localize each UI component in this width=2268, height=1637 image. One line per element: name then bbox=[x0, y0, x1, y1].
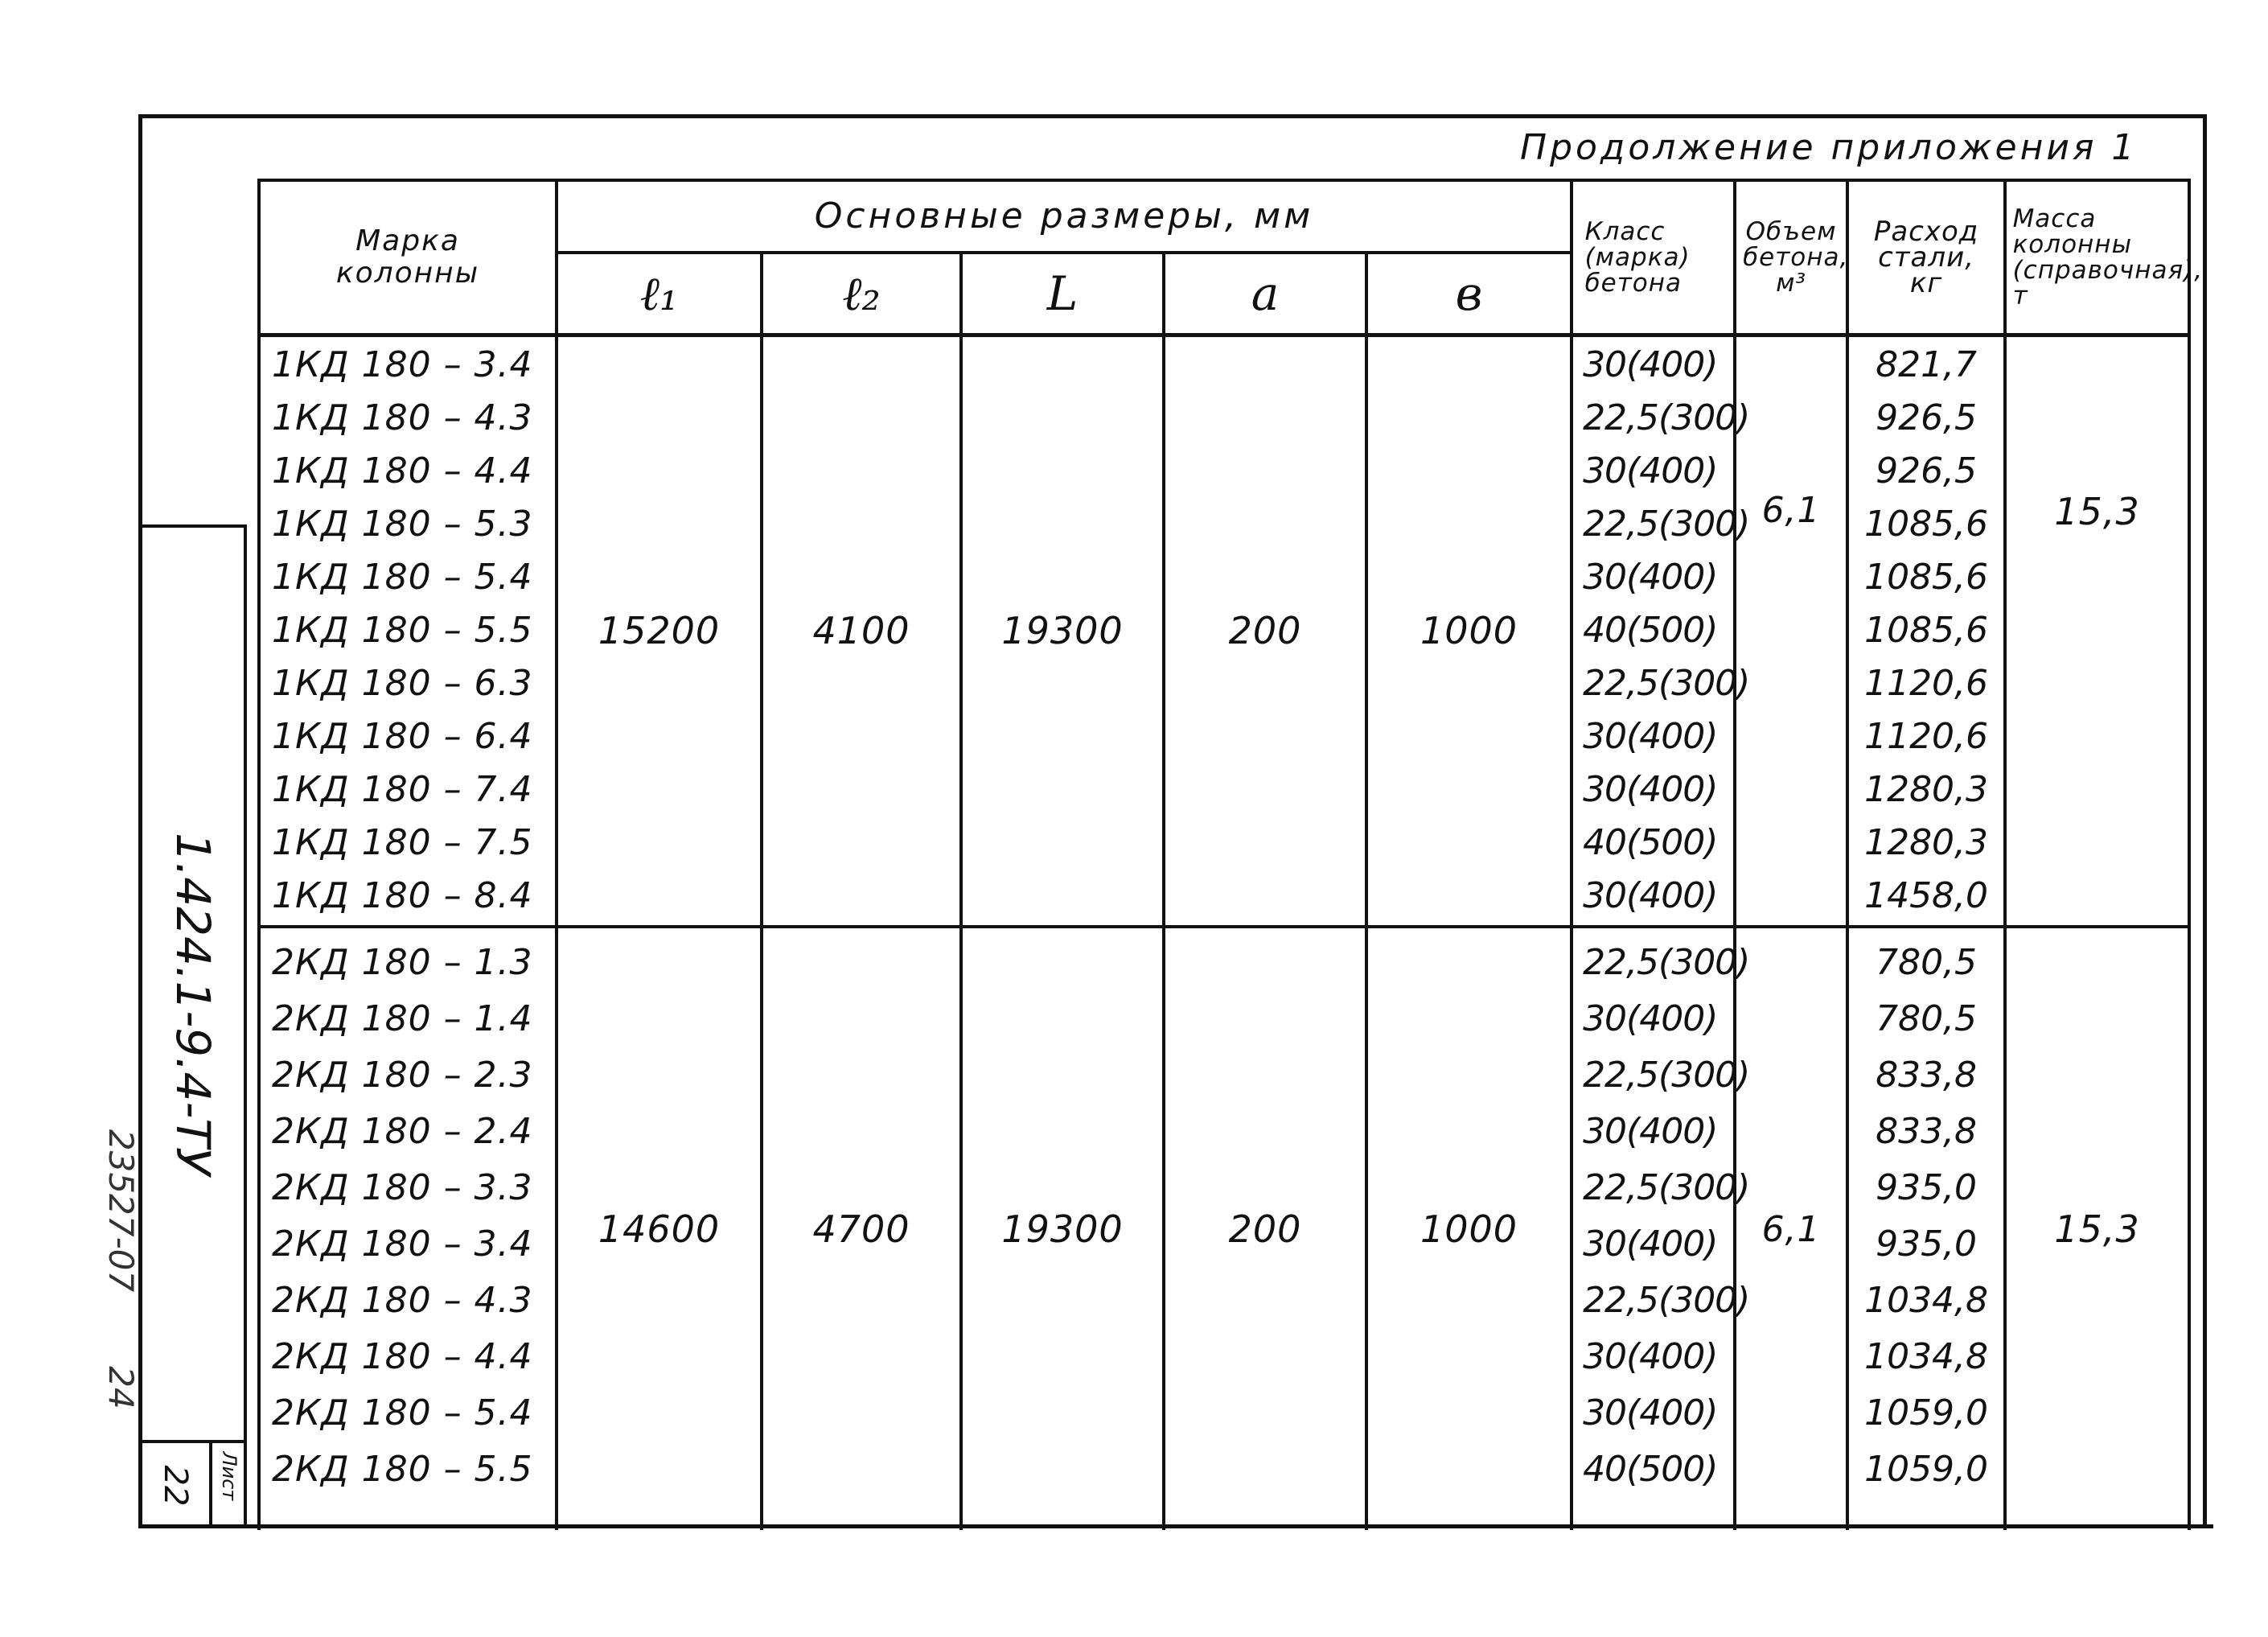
steel-value: 780,5 bbox=[1876, 942, 1978, 983]
header-mass: Масса колонны (справочная), т bbox=[2005, 180, 2189, 335]
column-mark: 2КД 180 – 2.3 bbox=[272, 1055, 533, 1096]
column-mark: 2КД 180 – 3.4 bbox=[272, 1224, 533, 1265]
group-1kd bbox=[259, 335, 2189, 927]
column-mark: 1КД 180 – 4.3 bbox=[272, 397, 533, 439]
group1-classes bbox=[1572, 335, 1750, 927]
steel-value: 821,7 bbox=[1876, 344, 1978, 386]
concrete-class: 22,5(300) bbox=[1583, 1280, 1750, 1321]
steel-value: 1458,0 bbox=[1864, 875, 1989, 917]
group2-mass: 15,3 bbox=[2005, 927, 2189, 1530]
steel-value: 1085,6 bbox=[1864, 504, 1989, 545]
header-mark: Марка колонны bbox=[259, 180, 557, 335]
group-2kd bbox=[259, 927, 2189, 1530]
continuation-header: Продолжение приложения 1 bbox=[1520, 127, 2138, 168]
steel-value: 1034,8 bbox=[1864, 1336, 1989, 1377]
concrete-class: 30(400) bbox=[1583, 1392, 1718, 1433]
column-mark: 2КД 180 – 2.4 bbox=[272, 1111, 533, 1152]
header-L: L bbox=[961, 253, 1164, 335]
column-mark: 2КД 180 – 3.3 bbox=[272, 1167, 533, 1208]
group2-steel bbox=[1847, 927, 2005, 1530]
column-mark: 1КД 180 – 3.4 bbox=[272, 344, 533, 386]
concrete-class: 22,5(300) bbox=[1583, 1055, 1750, 1096]
concrete-class: 30(400) bbox=[1583, 344, 1718, 386]
columns-table bbox=[257, 179, 2204, 1530]
concrete-class: 22,5(300) bbox=[1583, 663, 1750, 705]
group2-L: 19300 bbox=[961, 927, 1164, 1530]
column-mark: 1КД 180 – 5.4 bbox=[272, 557, 533, 598]
header-steel: Расход стали, кг bbox=[1847, 180, 2005, 335]
concrete-class: 30(400) bbox=[1583, 998, 1718, 1039]
steel-value: 780,5 bbox=[1876, 998, 1978, 1039]
group2-marks bbox=[259, 927, 557, 1530]
steel-value: 833,8 bbox=[1876, 1111, 1978, 1152]
concrete-class: 22,5(300) bbox=[1583, 942, 1750, 983]
column-mark: 1КД 180 – 6.3 bbox=[272, 663, 533, 705]
steel-value: 926,5 bbox=[1876, 397, 1978, 439]
steel-value: 1120,6 bbox=[1864, 663, 1989, 705]
concrete-class: 40(500) bbox=[1583, 610, 1718, 652]
concrete-class: 40(500) bbox=[1583, 822, 1718, 864]
steel-value: 926,5 bbox=[1876, 450, 1978, 492]
steel-value: 1280,3 bbox=[1864, 822, 1989, 864]
group1-l2: 4100 bbox=[762, 335, 961, 927]
concrete-class: 30(400) bbox=[1583, 875, 1718, 917]
column-mark: 1КД 180 – 6.4 bbox=[272, 716, 533, 758]
column-mark: 1КД 180 – 7.4 bbox=[272, 769, 533, 811]
concrete-class: 22,5(300) bbox=[1583, 1167, 1750, 1208]
header-concrete-volume: Объем бетона, м³ bbox=[1735, 180, 1847, 335]
document-code: 1.424.1-9.4-ТУ bbox=[166, 833, 220, 1176]
concrete-class: 22,5(300) bbox=[1583, 504, 1750, 545]
column-mark: 2КД 180 – 5.5 bbox=[272, 1449, 533, 1490]
group2-b: 1000 bbox=[1366, 927, 1572, 1530]
column-mark: 2КД 180 – 4.4 bbox=[272, 1336, 533, 1377]
concrete-class: 22,5(300) bbox=[1583, 397, 1750, 439]
steel-value: 1085,6 bbox=[1864, 557, 1989, 598]
concrete-class: 30(400) bbox=[1583, 450, 1718, 492]
concrete-class: 30(400) bbox=[1583, 1224, 1718, 1265]
group1-b: 1000 bbox=[1366, 335, 1572, 927]
steel-value: 833,8 bbox=[1876, 1055, 1978, 1096]
group1-marks bbox=[259, 335, 557, 927]
group2-l2: 4700 bbox=[762, 927, 961, 1530]
column-mark: 1КД 180 – 5.3 bbox=[272, 504, 533, 545]
group1-L: 19300 bbox=[961, 335, 1164, 927]
column-mark: 2КД 180 – 1.3 bbox=[272, 942, 533, 983]
steel-value: 1059,0 bbox=[1864, 1392, 1989, 1433]
group1-steel bbox=[1847, 335, 2005, 927]
column-mark: 1КД 180 – 8.4 bbox=[272, 875, 533, 917]
steel-value: 1120,6 bbox=[1864, 716, 1989, 758]
header-main-dimensions: Основные размеры, мм bbox=[557, 180, 1572, 253]
group2-classes bbox=[1572, 927, 1750, 1530]
steel-value: 1059,0 bbox=[1864, 1449, 1989, 1490]
concrete-class: 30(400) bbox=[1583, 1111, 1718, 1152]
group2-volume: 6,1 bbox=[1735, 927, 1847, 1530]
header-b: в bbox=[1366, 253, 1572, 335]
header-a: a bbox=[1164, 253, 1366, 335]
header-concrete-class: Класс (марка) бетона bbox=[1572, 180, 1735, 335]
column-mark: 2КД 180 – 1.4 bbox=[272, 998, 533, 1039]
sheet-label: Лист bbox=[218, 1451, 240, 1501]
concrete-class: 30(400) bbox=[1583, 557, 1718, 598]
column-mark: 2КД 180 – 4.3 bbox=[272, 1280, 533, 1321]
column-mark: 1КД 180 – 7.5 bbox=[272, 822, 533, 864]
steel-value: 935,0 bbox=[1876, 1224, 1978, 1265]
group2-l1: 14600 bbox=[557, 927, 762, 1530]
column-mark: 1КД 180 – 4.4 bbox=[272, 450, 533, 492]
group1-mass: 15,3 bbox=[2005, 335, 2189, 927]
concrete-class: 40(500) bbox=[1583, 1449, 1718, 1490]
steel-value: 1034,8 bbox=[1864, 1280, 1989, 1321]
header-l1: ℓ₁ bbox=[557, 253, 762, 335]
sheet-number: 22 bbox=[157, 1465, 194, 1507]
concrete-class: 30(400) bbox=[1583, 1336, 1718, 1377]
group2-a: 200 bbox=[1164, 927, 1366, 1530]
archive-code: 23527-07 bbox=[101, 1129, 141, 1293]
concrete-class: 30(400) bbox=[1583, 769, 1718, 811]
group1-a: 200 bbox=[1164, 335, 1366, 927]
archive-page: 24 bbox=[101, 1366, 141, 1409]
steel-value: 1085,6 bbox=[1864, 610, 1989, 652]
group1-volume: 6,1 bbox=[1735, 335, 1847, 927]
header-l2: ℓ₂ bbox=[762, 253, 961, 335]
concrete-class: 30(400) bbox=[1583, 716, 1718, 758]
steel-value: 1280,3 bbox=[1864, 769, 1989, 811]
group1-l1: 15200 bbox=[557, 335, 762, 927]
column-mark: 1КД 180 – 5.5 bbox=[272, 610, 533, 652]
steel-value: 935,0 bbox=[1876, 1167, 1978, 1208]
column-mark: 2КД 180 – 5.4 bbox=[272, 1392, 533, 1433]
